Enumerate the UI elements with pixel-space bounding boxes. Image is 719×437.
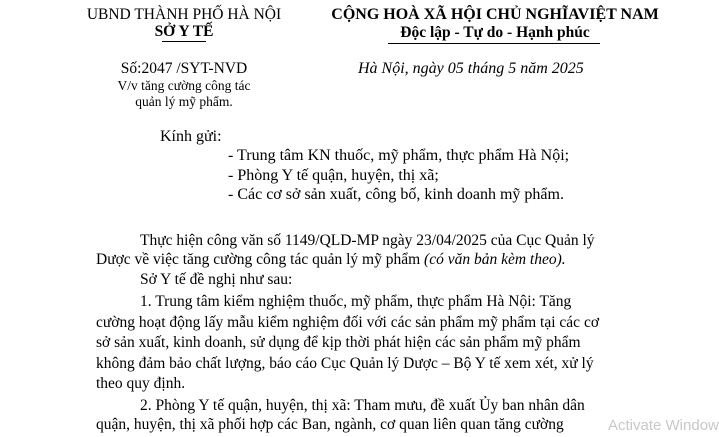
- org-underline: [162, 41, 206, 42]
- org-unit-name: SỞ Y TẾ: [154, 23, 214, 40]
- recipient-item: - Phòng Y tế quận, huyện, thị xã;: [228, 167, 439, 184]
- item1-line: không đảm bảo chất lượng, báo cáo Cục Quản lý Dược – Bộ Y tế xem xét, xử lý: [96, 355, 594, 372]
- item2-line: quận, huyện, thị xã phối hợp các Ban, ngành, cơ quan liên quan tăng cường: [96, 416, 564, 433]
- recipient-item: - Các cơ sở sản xuất, công bố, kinh doanh mỹ phẩm.: [228, 186, 564, 203]
- item1-line: 1. Trung tâm kiểm nghiệm thuốc, mỹ phẩm, thực phẩm Hà Nội: Tăng: [140, 293, 572, 310]
- recipients-label: Kính gửi:: [160, 128, 222, 145]
- intro-line-2: [96, 251, 566, 269]
- item1-line: cường hoạt động lấy mẫu kiểm nghiệm đối với các sản phẩm mỹ phẩm tại các cơ: [96, 314, 600, 331]
- document-number: Số:2047 /SYT-NVD: [120, 60, 248, 77]
- proposal-line: Sở Y tế đề nghị như sau:: [140, 271, 293, 288]
- national-motto: Độc lập - Tự do - Hạnh phúc: [400, 24, 590, 41]
- subject-line-1: V/v tăng cường công tác: [117, 78, 251, 93]
- subject-line-2: quản lý mỹ phẩm.: [135, 94, 233, 109]
- intro-line-1: Thực hiện công văn số 1149/QLD-MP ngày 23/04/2025 của Cục Quản lý: [140, 232, 595, 249]
- motto-underline: [388, 43, 600, 44]
- place-date: Hà Nội, ngày 05 tháng 5 năm 2025: [358, 60, 584, 77]
- item2-line: 2. Phòng Y tế quận, huyện, thị xã: Tham mưu, đề xuất Ủy ban nhân dân: [140, 397, 585, 414]
- item1-line: sở sản xuất, kinh doanh, sử dụng để kịp thời phát hiện các sản phẩm mỹ phẩm: [96, 334, 581, 351]
- intro-line-2-text: Dược về việc tăng cường công tác quản lý mỹ phẩm: [96, 251, 425, 268]
- recipient-item: - Trung tâm KN thuốc, mỹ phẩm, thực phẩm Hà Nội;: [228, 147, 570, 164]
- org-parent-name: UBND THÀNH PHỐ HÀ NỘI: [86, 6, 282, 23]
- national-title: CỘNG HOÀ XÃ HỘI CHỦ NGHĨAVIỆT NAM: [331, 6, 659, 23]
- item1-line: theo quy định.: [96, 375, 186, 392]
- intro-line-2-note: (có văn bản kèm theo).: [424, 251, 566, 268]
- activate-windows-watermark: Activate Window: [608, 417, 719, 434]
